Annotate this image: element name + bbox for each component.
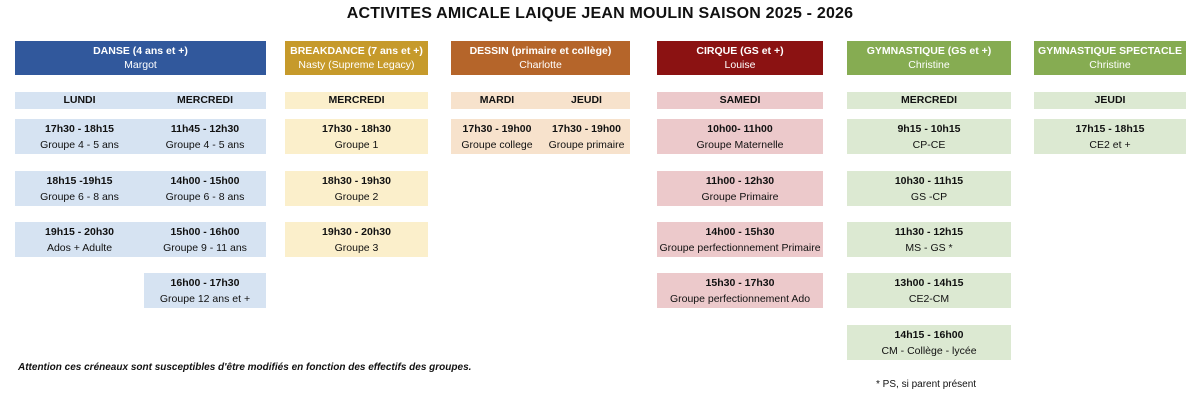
slot-time: 10h00- 11h00 (707, 122, 773, 135)
page-title: ACTIVITES AMICALE LAIQUE JEAN MOULIN SAISON 2025 - 2026 (346, 5, 854, 22)
slot-group: Groupe perfectionnement Ado (669, 292, 811, 305)
slot-cell (15, 171, 144, 206)
slot-cell (543, 119, 630, 154)
slot-time: 19h30 - 20h30 (322, 225, 391, 238)
slot-time: 15h30 - 17h30 (705, 276, 775, 289)
slot-cell (144, 171, 266, 206)
day-gymspectacle-jeudi: JEUDI (1034, 92, 1186, 109)
slot-group: CE2 et + (1089, 138, 1131, 151)
slot-time: 17h30 - 18h30 (322, 122, 391, 135)
header-cirque (657, 41, 823, 75)
slot-cell (285, 119, 428, 154)
slot-group: Groupe 4 - 5 ans (165, 138, 245, 151)
slot-group: Groupe 6 - 8 ans (40, 190, 119, 203)
activity-teacher: Margot (124, 59, 157, 71)
slot-time: 14h00 - 15h00 (170, 174, 240, 187)
slot-group: Groupe 12 ans et + (159, 292, 251, 305)
slot-group: Groupe 6 - 8 ans (165, 190, 245, 203)
slot-cell (657, 222, 823, 257)
slot-time: 16h00 - 17h30 (170, 276, 240, 289)
slot-time: 14h00 - 15h30 (705, 225, 775, 238)
activity-teacher: Christine (908, 59, 950, 71)
slot-group: Groupe primaire (548, 138, 625, 151)
slot-time: 19h15 - 20h30 (45, 225, 114, 238)
activity-name: GYMNASTIQUE SPECTACLE (1038, 45, 1182, 57)
slot-time: 11h30 - 12h15 (894, 225, 964, 238)
header-gymnastique (847, 41, 1011, 75)
slot-group: CE2-CM (908, 292, 950, 305)
slot-cell (451, 119, 543, 154)
slot-cell (657, 119, 823, 154)
slot-time: 15h00 - 16h00 (170, 225, 240, 238)
activity-teacher: Christine (1089, 59, 1131, 71)
slot-time: 9h15 - 10h15 (897, 122, 961, 135)
slot-group: Groupe 9 - 11 ans (163, 241, 247, 254)
activity-teacher: Charlotte (519, 59, 562, 71)
slot-time: 17h30 - 19h00 (552, 122, 621, 135)
activity-teacher: Louise (724, 59, 756, 71)
slot-cell (144, 119, 266, 154)
slot-cell (847, 273, 1011, 308)
slot-time: 18h15 -19h15 (46, 174, 113, 187)
slot-cell (15, 222, 144, 257)
activity-name: GYMNASTIQUE (GS et +) (866, 45, 992, 57)
slot-cell (1034, 119, 1186, 154)
slot-group: Groupe Primaire (701, 190, 779, 203)
slot-group: Groupe 3 (334, 241, 379, 254)
footnote: * PS, si parent présent (876, 379, 977, 390)
slot-group: Groupe 1 (334, 138, 379, 151)
slot-group: Ados + Adulte (46, 241, 113, 254)
slot-group: Groupe 2 (334, 190, 379, 203)
slot-cell (847, 325, 1011, 360)
slot-time: 14h15 - 16h00 (894, 328, 964, 341)
slot-cell (847, 222, 1011, 257)
slot-time: 11h45 - 12h30 (170, 122, 240, 135)
slot-cell (144, 222, 266, 257)
slot-group: Groupe perfectionnement Primaire (659, 241, 821, 254)
slot-time: 17h30 - 18h15 (45, 122, 114, 135)
slot-time: 10h30 - 11h15 (894, 174, 964, 187)
slot-time: 18h30 - 19h30 (322, 174, 391, 187)
slot-group: Groupe 4 - 5 ans (40, 138, 119, 151)
header-breakdance (285, 41, 428, 75)
slot-time: 13h00 - 14h15 (894, 276, 964, 289)
slot-cell (144, 273, 266, 308)
slot-group: Groupe Maternelle (696, 138, 784, 151)
day-gymnastique-mercredi: MERCREDI (847, 92, 1011, 109)
header-danse (15, 41, 266, 75)
slot-group: CM - Collège - lycée (881, 344, 977, 357)
slot-time: 17h15 - 18h15 (1075, 122, 1145, 135)
day-dessin-mardi: MARDI (451, 92, 543, 109)
activity-name: CIRQUE (GS et +) (696, 45, 784, 57)
activity-name: DESSIN (primaire et collège) (469, 45, 612, 57)
slot-cell (847, 171, 1011, 206)
activity-name: BREAKDANCE (7 ans et +) (290, 45, 423, 57)
activity-name: DANSE (4 ans et +) (93, 45, 188, 57)
slot-group: GS -CP (910, 190, 948, 203)
day-dessin-jeudi: JEUDI (543, 92, 630, 109)
activity-teacher: Nasty (Supreme Legacy) (298, 59, 415, 71)
slot-cell (15, 119, 144, 154)
slot-cell (657, 273, 823, 308)
slot-group: MS - GS * (905, 241, 953, 254)
slot-time: 11h00 - 12h30 (705, 174, 775, 187)
slot-cell (847, 119, 1011, 154)
disclaimer-note: Attention ces créneaux sont susceptibles d'être modifiés en fonction des effectifs des groupes. (18, 362, 472, 373)
day-danse-mercredi: MERCREDI (144, 92, 266, 109)
day-cirque-samedi: SAMEDI (657, 92, 823, 109)
day-danse-lundi: LUNDI (15, 92, 144, 109)
slot-time: 17h30 - 19h00 (462, 122, 532, 135)
header-gymnastique-spectacle (1034, 41, 1186, 75)
slot-group: Groupe college (461, 138, 533, 151)
slot-cell (285, 222, 428, 257)
day-breakdance-mercredi: MERCREDI (285, 92, 428, 109)
slot-group: CP-CE (912, 138, 946, 151)
slot-cell (285, 171, 428, 206)
slot-cell (657, 171, 823, 206)
header-dessin (451, 41, 630, 75)
